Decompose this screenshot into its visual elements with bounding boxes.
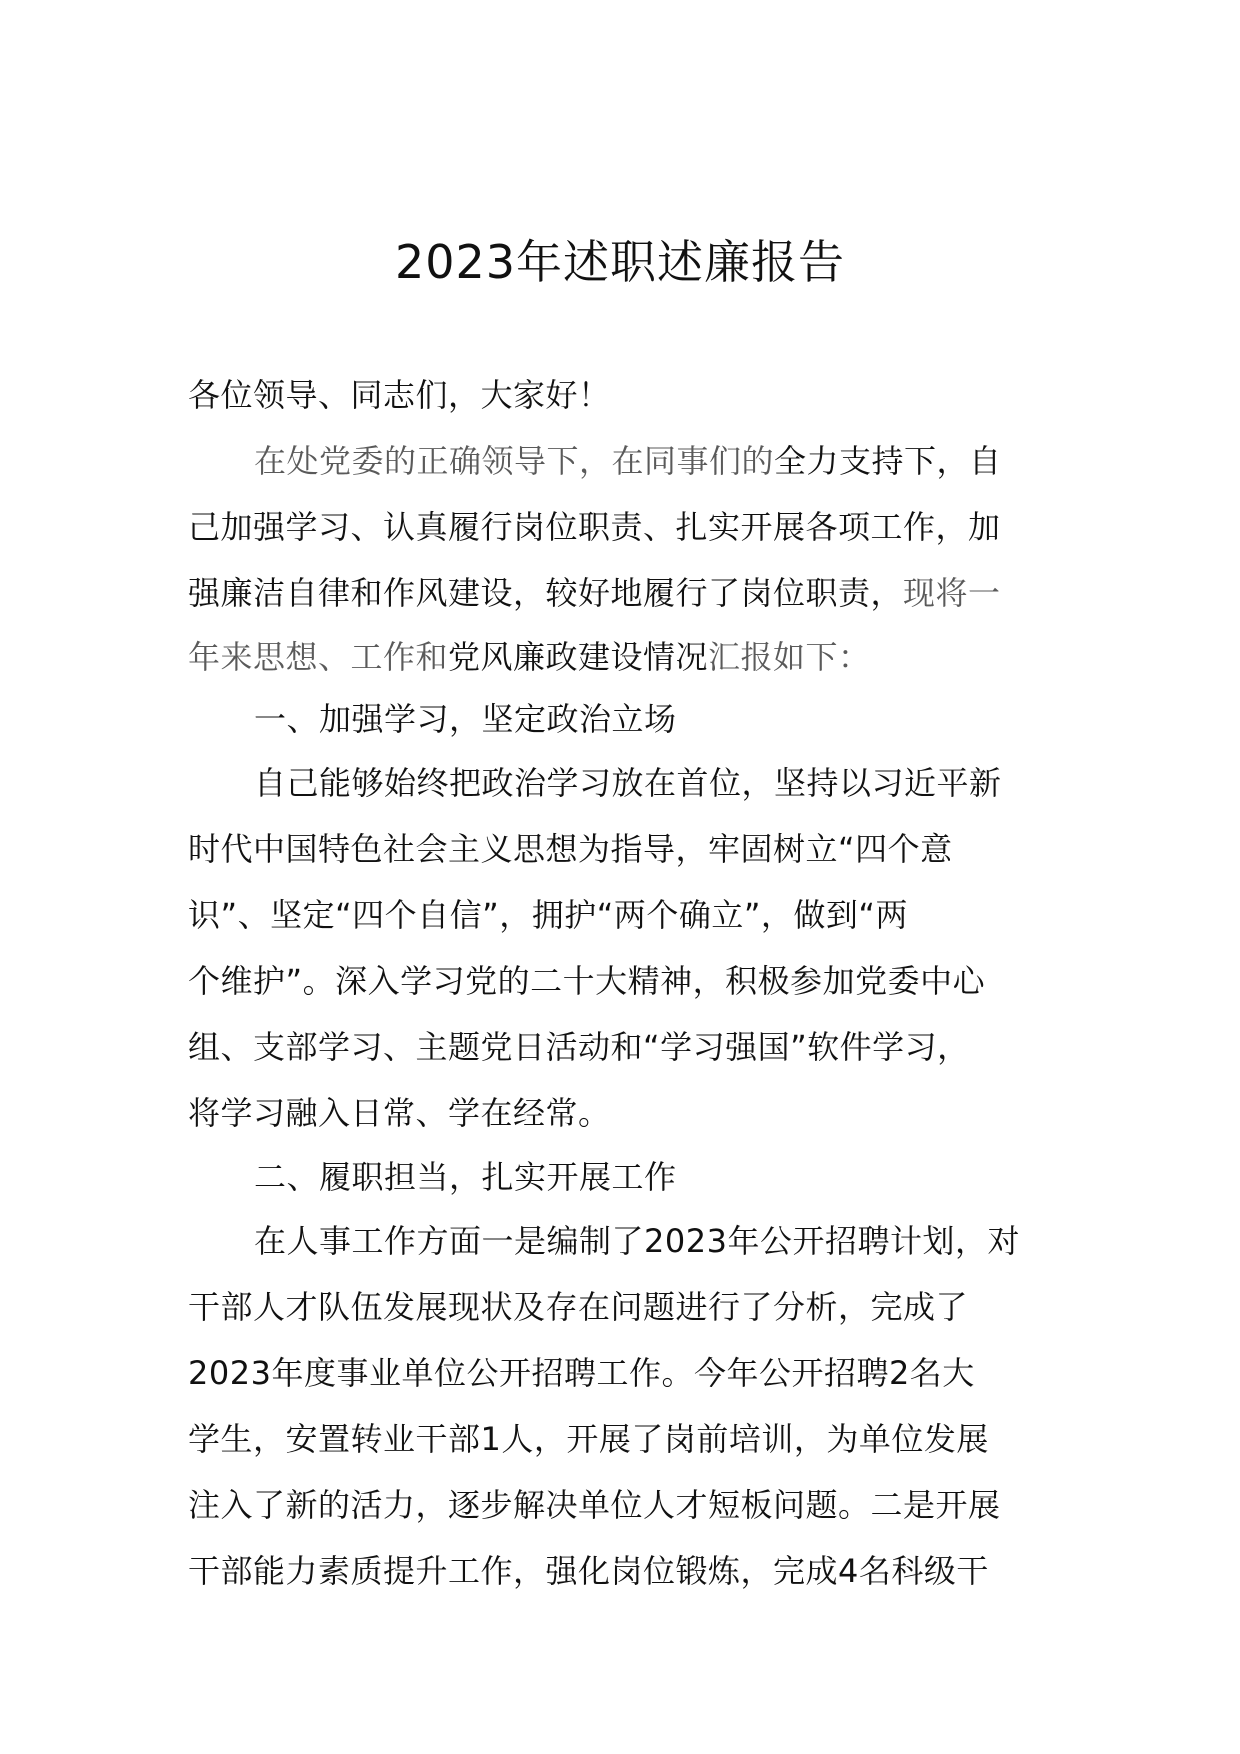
section-1-line: 将学习融入日常、学在经常。: [188, 1094, 611, 1132]
greeting: 各位领导、同志们，大家好！: [188, 376, 611, 414]
intro-line-3-gray: 现将一: [903, 574, 1001, 612]
intro-line-4-gray-a: 年来思想、工作和: [188, 638, 449, 676]
section-2-line: 干部能力素质提升工作，强化岗位锻炼，完成4名科级干: [188, 1552, 989, 1590]
section-1-line: 个维护”。深入学习党的二十大精神，积极参加党委中心: [188, 962, 986, 1000]
section-1-heading: 一、加强学习，坚定政治立场: [254, 700, 677, 738]
section-1-line: 时代中国特色社会主义思想为指导，牢固树立“四个意: [188, 830, 953, 868]
intro-line-4-dark: 党风廉政建设情况: [448, 638, 709, 676]
document-title: 2023年述职述廉报告: [394, 235, 846, 289]
intro-line-1: [188, 428, 1060, 494]
section-2-heading: 二、履职担当，扎实开展工作: [254, 1158, 677, 1196]
section-2-line: 在人事工作方面一是编制了2023年公开招聘计划，对: [254, 1222, 1020, 1260]
intro-line-3-dark: 强廉洁自律和作风建设，较好地履行了岗位职责，: [188, 574, 904, 612]
intro-line-4: [188, 626, 1060, 688]
section-1-line: 自己能够始终把政治学习放在首位，坚持以习近平新: [254, 764, 1002, 802]
document-body: [188, 362, 1060, 1604]
intro-line-4-gray-b: 汇报如下：: [708, 638, 871, 676]
intro-line-3: [188, 560, 1060, 626]
section-1-line: 识”、坚定“四个自信”，拥护“两个确立”，做到“两: [188, 896, 908, 934]
intro-line-2: 己加强学习、认真履行岗位职责、扎实开展各项工作，加: [188, 508, 1001, 546]
section-2-line: 注入了新的活力，逐步解决单位人才短板问题。二是开展: [188, 1486, 1001, 1524]
section-2-line: 学生，安置转业干部1人，开展了岗前培训，为单位发展: [188, 1420, 989, 1458]
section-1-line: 组、支部学习、主题党日活动和“学习强国”软件学习，: [188, 1028, 970, 1066]
section-2-line: 2023年度事业单位公开招聘工作。今年公开招聘2名大: [188, 1354, 975, 1392]
intro-line-1-dark: 全力支持下，自: [774, 442, 1002, 480]
section-2-line: 干部人才队伍发展现状及存在问题进行了分析，完成了: [188, 1288, 969, 1326]
intro-line-1-gray: 在处党委的正确领导下，在同事们的: [254, 442, 775, 480]
